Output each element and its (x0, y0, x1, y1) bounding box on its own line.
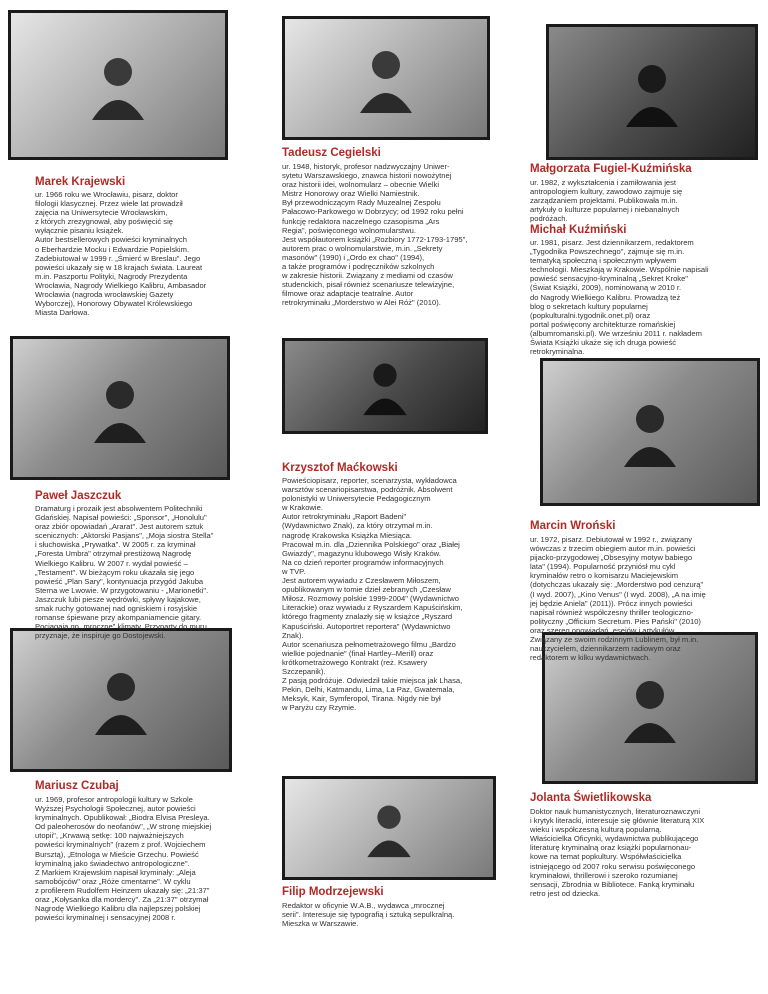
bio-malgorzata-fugiel-kuzminska: ur. 1982, z wykształcenia i zamiłowania jest antropologiem kultury, zawodowo zajmuje się zarządzaniem projektami. Publikowała m.in. artykuły o kulturze popularnej i niebanalnych podróżach. (530, 178, 683, 224)
portrait-icon (360, 356, 410, 416)
photo-fugiel-kuzminski (546, 24, 758, 160)
bio-krzysztof-mackowski: Powieściopisarz, reporter, scenarzysta, wykładowca warsztów scenariopisarstwa, podróżnik. Absolwent polonistyki w Uniwersytecie Pedagogicznym w Krakowie. Autor retrokryminału „Raport Badeni" (Wydawnictwo Znak), za który otrzymał m.in. nagrodę Krakowska Książka Miesiąca. Pracował m.in. dla „Dziennika Polskiego" oraz „Białej Gwiazdy", magazynu klubowego Wisły Kraków. Na co dzień reporter programów informacyjnych w TVP. Jest autorem wywiadu z Czesławem Miłoszem, opublikowanym w tomie dzieł zebranych „Czesław Miłosz. Rozmowy polskie 1999-2004" (Wydawnictwo Literackie) oraz wywiadu z Ryszardem Kapuścińskim, którego fragmenty znalazły się w książce „Ryszard Kapuściński. Autoportret reportera" (Wydawnictwo Znak). Autor scenariusza pełnometrażowego filmu „Bardzo wielkie pojednanie" (finał Hartley–Merill) oraz krótkometrażowego Kontrakt (reż. Ksawery Szczepanik). Z pasją podróżuje. Odwiedził takie miejsca jak Lhasa, Pekin, Delhi, Katmandu, Lima, La Paz, Gwatemala, Meksyk, Kair, Symferopol, Tirana. Nigdy nie był w Paryżu czy Rzymie. (282, 476, 463, 713)
portrait-icon (90, 373, 150, 443)
bio-jolanta-swietlikowska: Doktor nauk humanistycznych, literaturoznawczyni i krytyk literacki, interesuje się głównie literaturą XIX wieku i współczesną kulturą popularną. Właścicielka Oficynki, wydawnictwa publikującego literaturę kryminalną oraz książki popularnonau- kowe na temat popkultury. Współwłaścicielka istniejącego od 2007 roku serwisu poświęconego kryminałowi, thrillerowi i szeroko rozumianej sensacji, Zbrodnia w Bibliotece. Fanką kryminału retro jest od dziecka. (530, 807, 705, 898)
photo-mariusz-czubaj (10, 628, 232, 772)
portrait-icon (620, 397, 680, 467)
photo-tadeusz-cegielski (282, 16, 490, 140)
photo-marcin-wronski (540, 358, 760, 506)
photo-filip-modrzejewski (282, 776, 496, 880)
bio-filip-modrzejewski: Redaktor w oficynie W.A.B., wydawca „mrocznej serii". Interesuje się typografią i sztuką sepulkralną. Mieszka w Warszawie. (282, 901, 455, 929)
photo-marek-krajewski (8, 10, 228, 160)
name-marek-krajewski: Marek Krajewski (35, 176, 126, 188)
photo-krzysztof-mackowski (282, 338, 488, 434)
portrait-icon (620, 673, 680, 743)
name-pawel-jaszczuk: Paweł Jaszczuk (35, 490, 122, 502)
bio-pawel-jaszczuk: Dramaturg i prozaik jest absolwentem Politechniki Gdańskiej. Napisał powieści: „Sponsor", „Honolulu" oraz zbiór opowiadań „Ararat". Jest autorem sztuk scenicznych: „Aktorski Pasjans", „Moja siostra Stella" i słuchowiska „Prywatka". W 2005 r. za kryminał „Foresta Umbra" otrzymał prestiżową Nagrodę Wielkiego Kalibru. W 2007 r. wydał powieść – „Testament". W bieżącym roku ukazała się jego powieść „Plan Sary", kontynuacja przygód Jakuba Sterna we Lwowie. W przygotowaniu - „Marionetki". Jaszczuk lubi piesze wędrówki, spływy kajakowe, smak ruchy gotowanej nad ogniskiem i rosyjskie romanse śpiewane przy akompaniamencie gitary. Pociągają go „mroczne" klimaty. Przyparty do muru przyznaje, że inspiruje go Dostojewski. (35, 504, 214, 641)
bio-michal-kuzminski: ur. 1981, pisarz. Jest dziennikarzem, redaktorem „Tygodnika Powszechnego", zajmuje się m.in. tematyką społeczną i społecznym wpływem technologii. Mieszkają w Krakowie. Wspólnie napisali powieść sensacyjno-kryminalną „Sekret Kroke" (Świat Książki, 2009), nominowaną w 2010 r. do Nagrody Wielkiego Kalibru. Prowadzą też blog o sekretach kultury popularnej (popkulturalni.tygodnik.onet.pl) oraz portal poświęcony architekturze romańskiej (albumromanski.pl). We wrześniu 2011 r. nakładem Świata Książki ukaże się ich druga powieść retrokryminalna. (530, 238, 709, 357)
portrait-icon (622, 57, 682, 127)
name-michal-kuzminski: Michał Kuźmiński (530, 224, 627, 236)
name-krzysztof-mackowski: Krzysztof Maćkowski (282, 462, 398, 474)
portrait-icon (364, 798, 414, 858)
name-marcin-wronski: Marcin Wroński (530, 520, 616, 532)
name-jolanta-swietlikowska: Jolanta Świetlikowska (530, 792, 652, 804)
portrait-icon (91, 665, 151, 735)
portrait-icon (88, 50, 148, 120)
name-filip-modrzejewski: Filip Modrzejewski (282, 886, 384, 898)
bio-marek-krajewski: ur. 1966 roku we Wrocławiu, pisarz, doktor filologii klasycznej. Przez wiele lat prowadził zajęcia na Uniwersytecie Wrocławskim, z których zrezygnował, aby poświęcić się wyłącznie pisaniu książek. Autor bestsellerowych powieści kryminalnych o Eberhardzie Mocku i Edwardzie Popielskim. Zadebiutował w 1999 r. „Śmierć w Breslau". Jego powieści ukazały się w 18 krajach świata. Laureat m.in. Paszportu Polityki, Nagrody Prezydenta Wrocławia, Nagrody Wielkiego Kalibru, Ambasador Wrocławia (nagroda wrocławskiej Gazety Wyborczej), Honorowy Obywatel Królewskiego Miasta Darłowa. (35, 190, 207, 318)
bio-mariusz-czubaj: ur. 1969, profesor antropologii kultury w Szkole Wyższej Psychologii Społecznej, autor powieści kryminalnych. Opublikował: „Biodra Elvisa Presleya. Od paleoherosów do neofanów", „W stronę miejskiej utopii", „Krwawą setkę: 100 najważniejszych powieści kryminalnych" (razem z prof. Wojciechem Bursztą), „Etnologa w Mieście Grzechu. Powieść kryminalną jako świadectwo antropologiczne". Z Markiem Krajewskim napisał kryminały: „Aleja samobójców" oraz „Róże cmentarne". W cyklu z profilerem Rudolfem Heinzem ukazały się: „21:37" oraz „Kołysanka dla mordercy". Za „21:37" otrzymał Nagrodę Wielkiego Kalibru dla najlepszej polskiej powieści kryminalnej i sensacyjnej 2008 r. (35, 795, 212, 923)
bio-marcin-wronski: ur. 1972, pisarz. Debiutował w 1992 r., związany wówczas z trzecim obiegiem autor m.in. powieści pijacko-przygodowej „Obsesyjny motyw babiego lata" (1994). Popularność przyniósł mu cykl kryminałów retro o komisarzu Maciejewskim (dotychczas ukazały się: „Morderstwo pod cenzurą" (I wyd. 2007), „Kino Venus" (I wyd. 2008), „A na imię jej będzie Aniela" (2011)). Prócz innych powieści napisał również współczesny thriller teologiczno- polityczny „Officium Secretum. Pies Pański" (2010) oraz szereg opowiadań, esejów i artykułów. Związany ze swoim rodzinnym Lublinem, był m.in. nauczycielem, dziennikarzem radiowym oraz redaktorem w kilku wydawnictwach. (530, 535, 706, 663)
name-mariusz-czubaj: Mariusz Czubaj (35, 780, 119, 792)
name-malgorzata-fugiel-kuzminska: Małgorzata Fugiel-Kuźmińska (530, 163, 692, 175)
photo-pawel-jaszczuk (10, 336, 230, 480)
name-tadeusz-cegielski: Tadeusz Cegielski (282, 147, 381, 159)
bio-tadeusz-cegielski: ur. 1948, historyk, profesor nadzwyczajny Uniwer- sytetu Warszawskiego, znawca historii nowożytnej oraz historii idei, wolnomularz – obecnie Wielki Mistrz Honorowy oraz Wielki Namiestnik. Był przewodniczącym Rady Muzealnej Zespołu Pałacowo-Parkowego w Dobrzycy; od 1992 roku pełni funkcję redaktora naczelnego czasopisma „Ars Regia", poświęconego wolnomularstwu. Jest współautorem książki „Rozbiory 1772-1793-1795", autorem prac o wolnomularstwie, m.in. „Sekrety masonów" (1990) i „Ordo ex chao" (1994), a także programów i podręczników szkolnych w zakresie historii. Związany z mediami od czasów studenckich, pisał również scenariusze telewizyjne, filmowe oraz adaptacje teatralne. Autor retrokryminału „Morderstwo w Alei Róż" (2010). (282, 162, 468, 308)
portrait-icon (356, 43, 416, 113)
